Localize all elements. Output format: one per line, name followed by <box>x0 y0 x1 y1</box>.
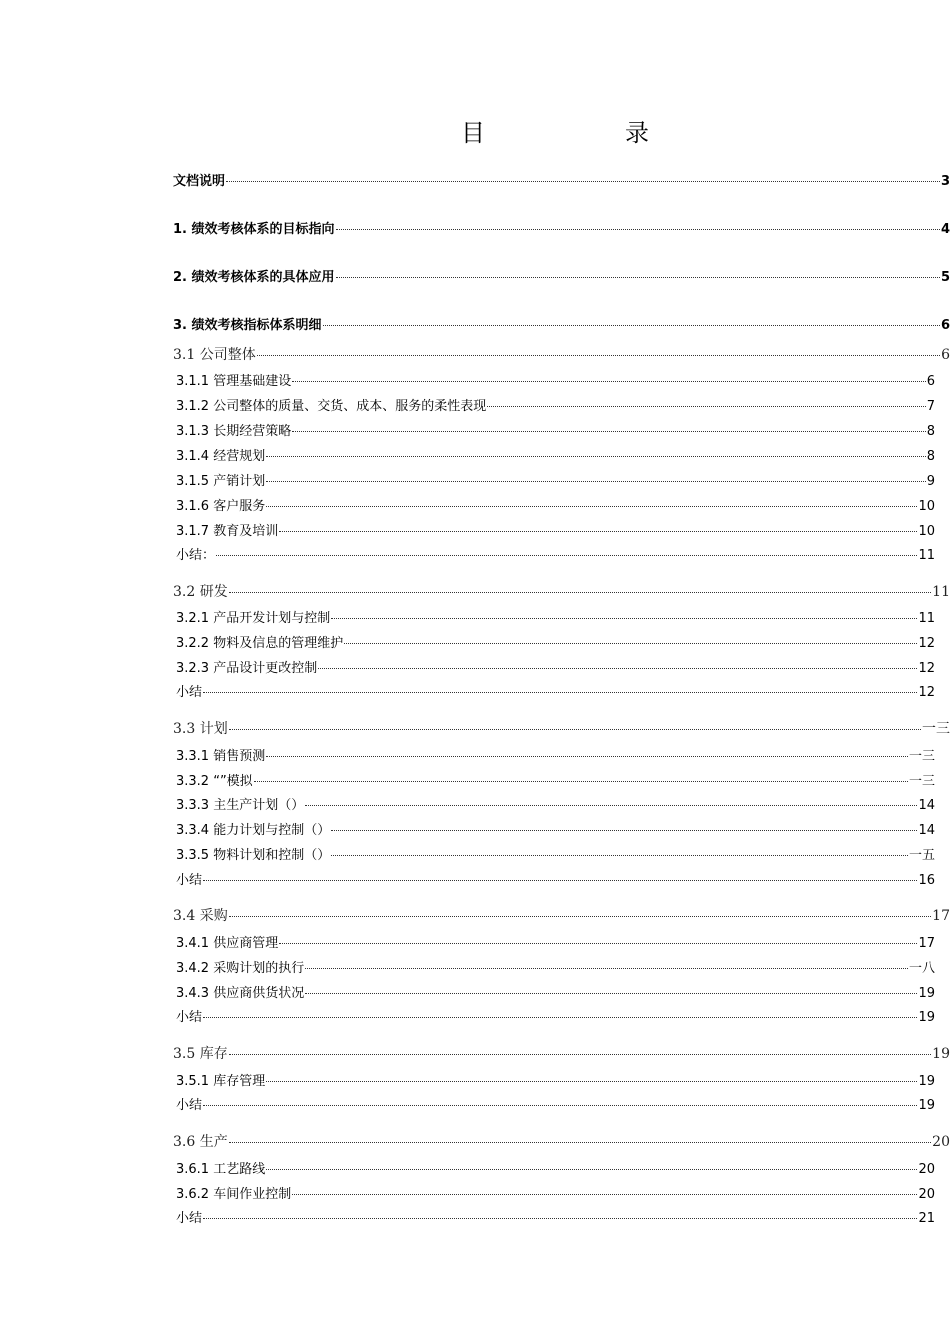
toc-dot-leader <box>266 1169 917 1170</box>
toc-dot-leader <box>257 355 940 356</box>
toc-dot-leader <box>292 381 926 382</box>
toc-entry-label: 3.2.2 物料及信息的管理维护 <box>176 636 344 651</box>
toc-dot-leader <box>203 692 917 693</box>
toc-entry-page-number: 19 <box>932 1046 950 1062</box>
toc-dot-leader <box>266 481 926 482</box>
toc-entry-page-number: 一三 <box>922 721 950 737</box>
toc-entry[interactable] <box>176 609 935 629</box>
toc-entry-page-number: 11 <box>918 548 935 563</box>
toc-entry-label: 3.4 采购 <box>173 908 228 924</box>
toc-entry-page-number: 20 <box>932 1134 950 1150</box>
toc-entry-label: 3.3.1 销售预测 <box>176 749 266 764</box>
toc-entry[interactable] <box>176 796 935 816</box>
toc-entry[interactable] <box>176 1160 935 1180</box>
toc-entry-label: 3.4.1 供应商管理 <box>176 936 279 951</box>
toc-dot-leader <box>305 805 917 806</box>
toc-entry-page-number: 11 <box>932 584 950 600</box>
toc-dot-leader <box>305 968 908 969</box>
toc-entry-label: 3. 绩效考核指标体系明细 <box>173 318 322 333</box>
toc-dot-leader <box>292 431 926 432</box>
toc-entry-label: 3.3.5 物料计划和控制（） <box>176 848 331 863</box>
toc-entry-page-number: 20 <box>918 1162 935 1177</box>
toc-entry[interactable] <box>176 1096 935 1116</box>
toc-entry-page-number: 12 <box>918 636 935 651</box>
toc-entry[interactable] <box>176 522 935 542</box>
toc-entry-label: 小结 <box>176 873 203 888</box>
toc-entry-page-number: 一五 <box>908 848 935 863</box>
toc-entry-page-number: 5 <box>940 270 950 285</box>
toc-entry-page-number: 11 <box>918 611 935 626</box>
toc-entry-page-number: 19 <box>918 1074 935 1089</box>
toc-dot-leader <box>279 531 917 532</box>
toc-dot-leader <box>292 1194 917 1195</box>
toc-entry-label: 小结 <box>176 685 203 700</box>
toc-entry-page-number: 19 <box>918 1098 935 1113</box>
toc-entry[interactable] <box>176 1185 935 1205</box>
toc-entry-label: 3.1.6 客户服务 <box>176 499 266 514</box>
toc-entry-label: 3.6.2 车间作业控制 <box>176 1187 292 1202</box>
toc-entry-label: 3.3 计划 <box>173 721 228 737</box>
toc-entry-page-number: 8 <box>926 449 935 464</box>
toc-entry-page-number: 3 <box>940 174 950 189</box>
toc-entry-label: 3.1.2 公司整体的质量、交货、成本、服务的柔性表现 <box>176 399 487 414</box>
toc-dot-leader <box>266 756 908 757</box>
toc-dot-leader <box>336 229 940 230</box>
toc-entry-label: 文档说明 <box>173 174 226 189</box>
toc-entry[interactable] <box>173 1044 950 1064</box>
toc-entry-label: 3.1.4 经营规划 <box>176 449 266 464</box>
toc-entry[interactable] <box>173 345 950 365</box>
toc-entry-page-number: 4 <box>940 222 950 237</box>
page-title <box>0 113 950 148</box>
toc-entry-page-number: 一三 <box>908 749 935 764</box>
toc-entry-label: 小结 <box>176 1010 203 1025</box>
toc-entry-label: 小结： <box>176 548 216 563</box>
toc-entry-label: 3.5 库存 <box>173 1046 228 1062</box>
toc-entry-page-number: 17 <box>918 936 935 951</box>
toc-entry-label: 3.1.3 长期经营策略 <box>176 424 292 439</box>
toc-entry-label: 3.1 公司整体 <box>173 347 256 363</box>
toc-dot-leader <box>229 1142 931 1143</box>
toc-dot-leader <box>279 943 917 944</box>
toc-entry-label: 1. 绩效考核体系的目标指向 <box>173 222 335 237</box>
toc-entry-page-number: 10 <box>918 524 935 539</box>
toc-entry-label: 3.5.1 库存管理 <box>176 1074 266 1089</box>
toc-entry-page-number: 7 <box>926 399 935 414</box>
toc-entry[interactable] <box>173 906 950 926</box>
toc-entry-label: 小结 <box>176 1211 203 1226</box>
toc-entry[interactable] <box>173 220 950 240</box>
toc-entry[interactable] <box>173 719 950 739</box>
toc-entry[interactable] <box>176 472 935 492</box>
toc-entry-page-number: 6 <box>940 318 950 333</box>
toc-entry-page-number: 14 <box>918 823 935 838</box>
toc-dot-leader <box>336 277 940 278</box>
toc-entry[interactable] <box>176 1209 935 1229</box>
toc-entry[interactable] <box>173 316 950 336</box>
toc-entry-page-number: 9 <box>926 474 935 489</box>
toc-entry[interactable] <box>176 1072 935 1092</box>
toc-entry-label: 3.6.1 工艺路线 <box>176 1162 266 1177</box>
toc-entry-label: 小结 <box>176 1098 203 1113</box>
toc-entry[interactable] <box>176 546 935 566</box>
toc-entry-page-number: 19 <box>918 1010 935 1025</box>
toc-entry-page-number: 10 <box>918 499 935 514</box>
toc-entry-page-number: 一三 <box>908 774 935 789</box>
toc-entry-label: 3.1.5 产销计划 <box>176 474 266 489</box>
toc-entry[interactable] <box>176 772 935 792</box>
toc-entry[interactable] <box>173 268 950 288</box>
title-char-left: 目 <box>461 119 485 147</box>
toc-dot-leader <box>203 1218 917 1219</box>
toc-entry-page-number: 12 <box>918 685 935 700</box>
toc-entry-page-number: 16 <box>918 873 935 888</box>
toc-dot-leader <box>229 729 921 730</box>
toc-entry-page-number: 21 <box>918 1211 935 1226</box>
toc-dot-leader <box>266 506 917 507</box>
toc-dot-leader <box>254 781 908 782</box>
toc-dot-leader <box>323 325 940 326</box>
toc-entry[interactable] <box>176 1008 935 1028</box>
toc-entry[interactable] <box>176 659 935 679</box>
toc-entry[interactable] <box>173 1132 950 1152</box>
toc-entry-page-number: 19 <box>918 986 935 1001</box>
toc-entry[interactable] <box>176 372 935 392</box>
toc-entry-label: 3.3.2 “”模拟 <box>176 774 253 789</box>
toc-entry-label: 3.4.3 供应商供货状况 <box>176 986 305 1001</box>
toc-entry[interactable] <box>176 846 935 866</box>
toc-entry[interactable] <box>176 683 935 703</box>
toc-entry-page-number: 20 <box>918 1187 935 1202</box>
toc-dot-leader <box>305 993 917 994</box>
title-char-right: 录 <box>625 119 649 147</box>
toc-entry-label: 3.1.1 管理基础建设 <box>176 374 292 389</box>
toc-dot-leader <box>203 1105 917 1106</box>
toc-dot-leader <box>229 1054 931 1055</box>
toc-dot-leader <box>344 643 917 644</box>
toc-entry[interactable] <box>176 934 935 954</box>
toc-dot-leader <box>203 1017 917 1018</box>
toc-entry[interactable] <box>176 397 935 417</box>
toc-entry[interactable] <box>176 447 935 467</box>
toc-entry-page-number: 6 <box>926 374 935 389</box>
toc-dot-leader <box>229 916 931 917</box>
toc-entry[interactable] <box>176 871 935 891</box>
toc-entry-label: 3.6 生产 <box>173 1134 228 1150</box>
toc-entry-page-number: 17 <box>932 908 950 924</box>
toc-dot-leader <box>331 855 908 856</box>
toc-entry-label: 2. 绩效考核体系的具体应用 <box>173 270 335 285</box>
toc-entry-label: 3.1.7 教育及培训 <box>176 524 279 539</box>
toc-entry-page-number: 14 <box>918 798 935 813</box>
toc-entry-label: 3.4.2 采购计划的执行 <box>176 961 305 976</box>
toc-dot-leader <box>203 880 917 881</box>
toc-entry-label: 3.3.4 能力计划与控制（） <box>176 823 331 838</box>
toc-dot-leader <box>226 181 940 182</box>
toc-entry[interactable] <box>173 172 950 192</box>
toc-entry-label: 3.3.3 主生产计划（） <box>176 798 305 813</box>
toc-entry-page-number: 12 <box>918 661 935 676</box>
toc-entry[interactable] <box>173 582 950 602</box>
toc-dot-leader <box>229 592 931 593</box>
toc-entry-page-number: 一八 <box>908 961 935 976</box>
toc-dot-leader <box>331 618 917 619</box>
toc-dot-leader <box>266 1081 917 1082</box>
toc-entry-label: 3.2.3 产品设计更改控制 <box>176 661 318 676</box>
toc-entry-label: 3.2.1 产品开发计划与控制 <box>176 611 331 626</box>
toc-entry-page-number: 8 <box>926 424 935 439</box>
toc-entry[interactable] <box>176 634 935 654</box>
toc-dot-leader <box>318 668 917 669</box>
toc-entry-label: 3.2 研发 <box>173 584 228 600</box>
toc-entry[interactable] <box>176 497 935 517</box>
toc-entry[interactable] <box>176 959 935 979</box>
toc-entry[interactable] <box>176 984 935 1004</box>
toc-entry[interactable] <box>176 821 935 841</box>
toc-entry-page-number: 6 <box>941 347 950 363</box>
toc-entry[interactable] <box>176 747 935 767</box>
toc-dot-leader <box>216 555 917 556</box>
toc-dot-leader <box>331 830 917 831</box>
toc-dot-leader <box>266 456 926 457</box>
toc-entry[interactable] <box>176 422 935 442</box>
toc-dot-leader <box>487 406 926 407</box>
